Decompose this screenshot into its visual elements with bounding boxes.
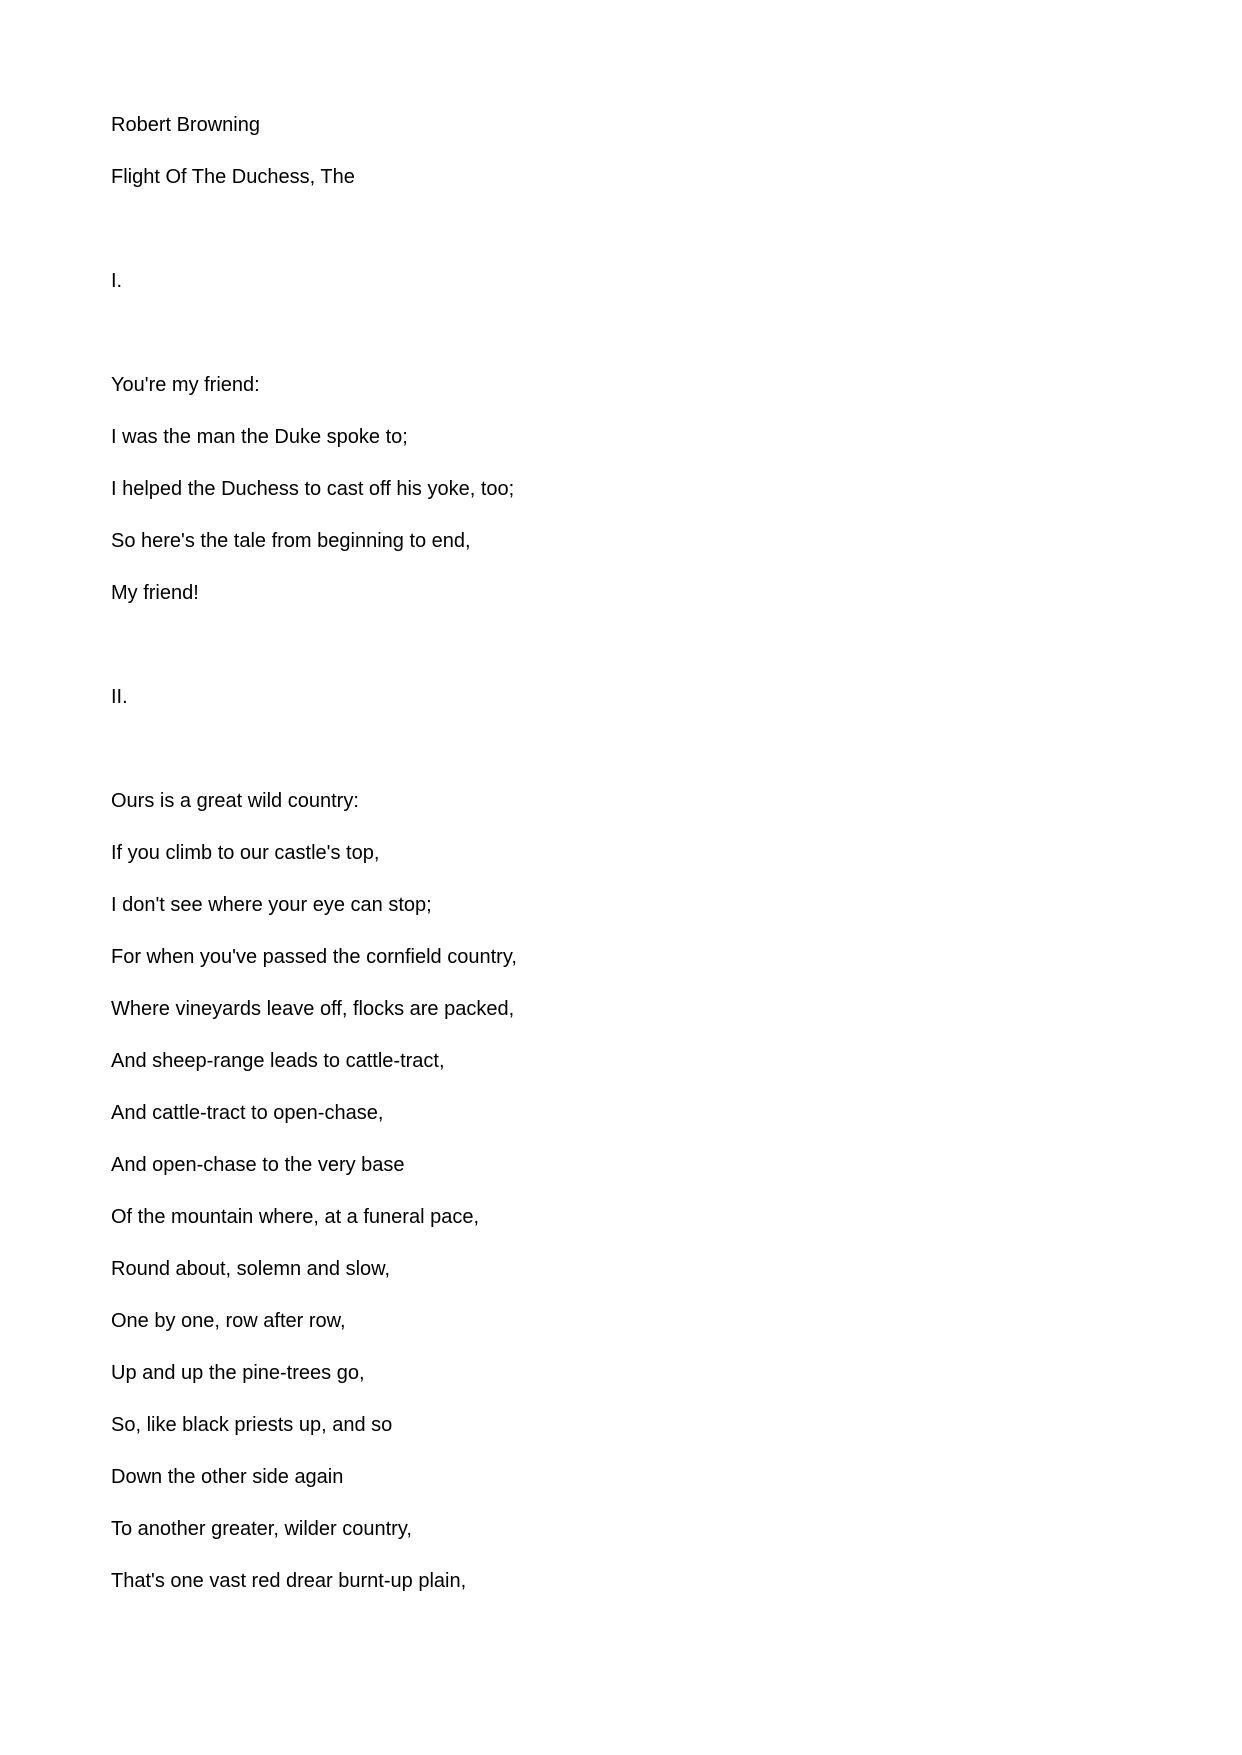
poem-line: So here's the tale from beginning to end, bbox=[111, 530, 471, 552]
section-numeral-2: II. bbox=[111, 686, 128, 708]
poem-line: Of the mountain where, at a funeral pace, bbox=[111, 1206, 479, 1228]
poem-line: My friend! bbox=[111, 582, 199, 604]
poem-line: Up and up the pine-trees go, bbox=[111, 1362, 365, 1384]
poem-line: And sheep-range leads to cattle-tract, bbox=[111, 1050, 445, 1072]
poem-line: If you climb to our castle's top, bbox=[111, 842, 380, 864]
poem-line: To another greater, wilder country, bbox=[111, 1518, 412, 1540]
poem-line: I was the man the Duke spoke to; bbox=[111, 426, 408, 448]
poem-line: Round about, solemn and slow, bbox=[111, 1258, 391, 1280]
section-numeral-1: I. bbox=[111, 270, 123, 292]
poem-line: Down the other side again bbox=[111, 1466, 344, 1488]
poem-line: And open-chase to the very base bbox=[111, 1154, 405, 1176]
poem-line: And cattle-tract to open-chase, bbox=[111, 1102, 384, 1124]
poem-line: That's one vast red drear burnt-up plain, bbox=[111, 1570, 467, 1592]
author-name: Robert Browning bbox=[111, 114, 260, 136]
poem-line: One by one, row after row, bbox=[111, 1310, 346, 1332]
poem-line: For when you've passed the cornfield country, bbox=[111, 946, 517, 968]
poem-line: Ours is a great wild country: bbox=[111, 790, 359, 812]
poem-line: I helped the Duchess to cast off his yoke, too; bbox=[111, 478, 515, 500]
poem-line: So, like black priests up, and so bbox=[111, 1414, 393, 1436]
poem-line: I don't see where your eye can stop; bbox=[111, 894, 432, 916]
poem-title: Flight Of The Duchess, The bbox=[111, 166, 355, 188]
poem-line: You're my friend: bbox=[111, 374, 260, 396]
poem-line: Where vineyards leave off, flocks are packed, bbox=[111, 998, 515, 1020]
